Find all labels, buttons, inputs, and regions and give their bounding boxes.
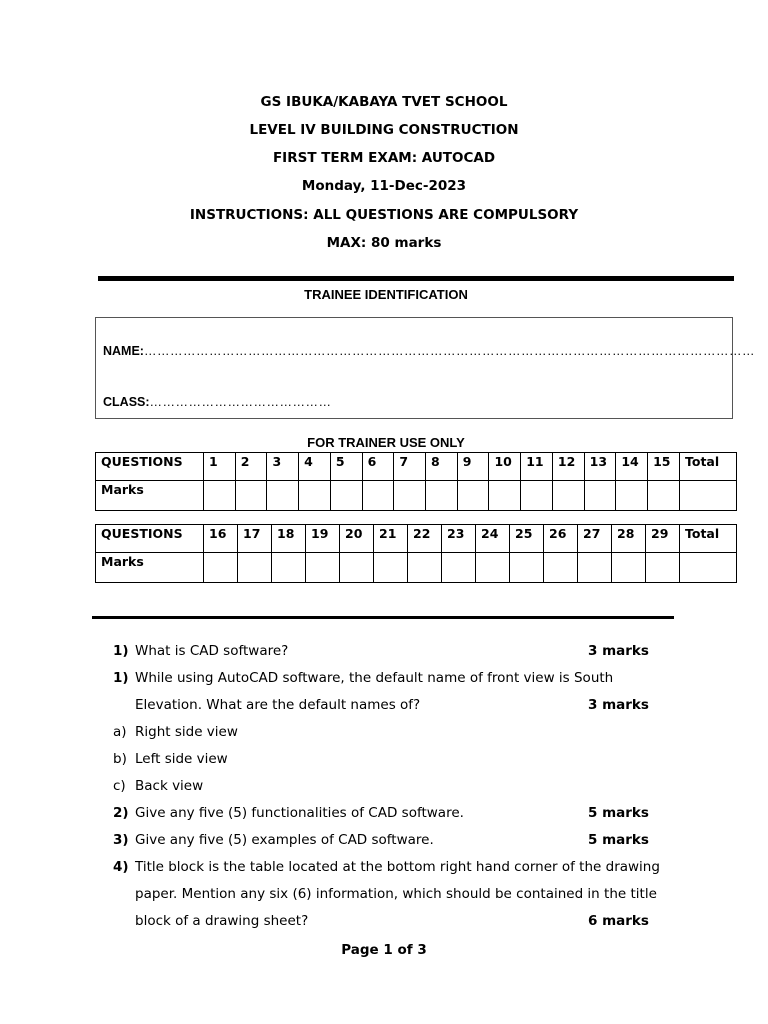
- school-name: GS IBUKA/KABAYA TVET SCHOOL: [260, 94, 508, 110]
- mark-cell[interactable]: [476, 553, 510, 583]
- question-number: a): [113, 724, 127, 740]
- question-number-cell: 12: [552, 453, 584, 481]
- question-number: 2): [113, 805, 129, 821]
- question-text: What is CAD software?: [135, 643, 289, 659]
- mark-cell[interactable]: [544, 553, 578, 583]
- question-number-cell: 6: [362, 453, 394, 481]
- mark-cell[interactable]: [442, 553, 476, 583]
- marks-table-1: [95, 452, 737, 511]
- name-label: NAME:: [103, 344, 144, 358]
- question-number: 4): [113, 859, 129, 875]
- questions-divider: [92, 616, 674, 619]
- mark-cell[interactable]: [204, 481, 236, 511]
- mark-cell[interactable]: [426, 481, 458, 511]
- questions-label: QUESTIONS: [96, 525, 204, 553]
- mark-cell[interactable]: [648, 481, 680, 511]
- mark-cell[interactable]: [408, 553, 442, 583]
- class-line[interactable]: [103, 395, 332, 409]
- total-label: Total: [680, 525, 737, 553]
- question-marks: 3 marks: [588, 697, 649, 713]
- mark-cell[interactable]: [340, 553, 374, 583]
- question-number-cell: 29: [646, 525, 680, 553]
- question-marks: 6 marks: [588, 913, 649, 929]
- mark-cell[interactable]: [510, 553, 544, 583]
- mark-cell[interactable]: [521, 481, 553, 511]
- question-text: Back view: [135, 778, 204, 794]
- question-number-cell: 8: [426, 453, 458, 481]
- question-number-cell: 22: [408, 525, 442, 553]
- question-text: paper. Mention any six (6) information, which should be contained in the title: [135, 886, 657, 902]
- question-marks: 5 marks: [588, 805, 649, 821]
- instructions: INSTRUCTIONS: ALL QUESTIONS ARE COMPULSORY: [189, 207, 579, 223]
- marks-label: Marks: [96, 553, 204, 583]
- class-field[interactable]: ……………………………………: [149, 395, 332, 409]
- level-title: LEVEL IV BUILDING CONSTRUCTION: [249, 122, 519, 138]
- question-text: Right side view: [135, 724, 238, 740]
- mark-cell[interactable]: [267, 481, 299, 511]
- question-text: Elevation. What are the default names of?: [135, 697, 421, 713]
- mark-cell[interactable]: [235, 481, 267, 511]
- table-row: [96, 525, 737, 553]
- question-number-cell: 2: [235, 453, 267, 481]
- question-number-cell: 18: [272, 525, 306, 553]
- trainer-use-title: FOR TRAINER USE ONLY: [307, 435, 465, 450]
- mark-cell[interactable]: [616, 481, 648, 511]
- question-number-cell: 19: [306, 525, 340, 553]
- table-row: [96, 553, 737, 583]
- exam-title: FIRST TERM EXAM: AUTOCAD: [272, 150, 496, 166]
- total-label: Total: [680, 453, 737, 481]
- max-marks: MAX: 80 marks: [326, 235, 442, 251]
- question-text: While using AutoCAD software, the default name of front view is South: [135, 670, 614, 686]
- mark-cell[interactable]: [457, 481, 489, 511]
- exam-date: Monday, 11-Dec-2023: [301, 178, 467, 194]
- question-number: b): [113, 751, 127, 767]
- question-number-cell: 7: [394, 453, 426, 481]
- marks-label: Marks: [96, 481, 204, 511]
- question-number-cell: 11: [521, 453, 553, 481]
- question-text: block of a drawing sheet?: [135, 913, 309, 929]
- question-number-cell: 4: [299, 453, 331, 481]
- table-row: [96, 481, 737, 511]
- question-number: 3): [113, 832, 129, 848]
- question-text: Give any five (5) examples of CAD software.: [135, 832, 434, 848]
- question-marks: 5 marks: [588, 832, 649, 848]
- question-number-cell: 28: [612, 525, 646, 553]
- question-number: 1): [113, 670, 129, 686]
- total-mark-cell[interactable]: [680, 481, 737, 511]
- question-number-cell: 21: [374, 525, 408, 553]
- question-number: 1): [113, 643, 129, 659]
- mark-cell[interactable]: [306, 553, 340, 583]
- question-number-cell: 3: [267, 453, 299, 481]
- question-number-cell: 26: [544, 525, 578, 553]
- question-number: c): [113, 778, 126, 794]
- mark-cell[interactable]: [299, 481, 331, 511]
- mark-cell[interactable]: [489, 481, 521, 511]
- trainee-identification-title: TRAINEE IDENTIFICATION: [304, 287, 468, 302]
- name-field[interactable]: ……………………………………………………………………………………………………………………………: [143, 344, 755, 358]
- mark-cell[interactable]: [646, 553, 680, 583]
- question-text: Title block is the table located at the bottom right hand corner of the drawing: [135, 859, 660, 875]
- question-number-cell: 20: [340, 525, 374, 553]
- mark-cell[interactable]: [330, 481, 362, 511]
- mark-cell[interactable]: [204, 553, 238, 583]
- question-number-cell: 15: [648, 453, 680, 481]
- question-number-cell: 14: [616, 453, 648, 481]
- marks-table-2: [95, 524, 737, 583]
- trainee-identification-box: [95, 317, 755, 419]
- mark-cell[interactable]: [552, 481, 584, 511]
- question-number-cell: 24: [476, 525, 510, 553]
- mark-cell[interactable]: [612, 553, 646, 583]
- question-number-cell: 16: [204, 525, 238, 553]
- mark-cell[interactable]: [578, 553, 612, 583]
- questions-label: QUESTIONS: [96, 453, 204, 481]
- mark-cell[interactable]: [374, 553, 408, 583]
- total-mark-cell[interactable]: [680, 553, 737, 583]
- question-number-cell: 25: [510, 525, 544, 553]
- question-number-cell: 5: [330, 453, 362, 481]
- mark-cell[interactable]: [272, 553, 306, 583]
- question-text: Left side view: [135, 751, 228, 767]
- mark-cell[interactable]: [394, 481, 426, 511]
- class-label: CLASS:: [103, 395, 150, 409]
- mark-cell[interactable]: [584, 481, 616, 511]
- question-number-cell: 27: [578, 525, 612, 553]
- question-number-cell: 23: [442, 525, 476, 553]
- question-number-cell: 10: [489, 453, 521, 481]
- mark-cell[interactable]: [238, 553, 272, 583]
- mark-cell[interactable]: [362, 481, 394, 511]
- question-text: Give any five (5) functionalities of CAD software.: [135, 805, 464, 821]
- page-number: Page 1 of 3: [341, 942, 427, 958]
- question-number-cell: 17: [238, 525, 272, 553]
- question-marks: 3 marks: [588, 643, 649, 659]
- name-line[interactable]: [103, 344, 755, 358]
- question-number-cell: 1: [204, 453, 236, 481]
- header-divider: [98, 276, 734, 281]
- question-number-cell: 13: [584, 453, 616, 481]
- question-number-cell: 9: [457, 453, 489, 481]
- table-row: [96, 453, 737, 481]
